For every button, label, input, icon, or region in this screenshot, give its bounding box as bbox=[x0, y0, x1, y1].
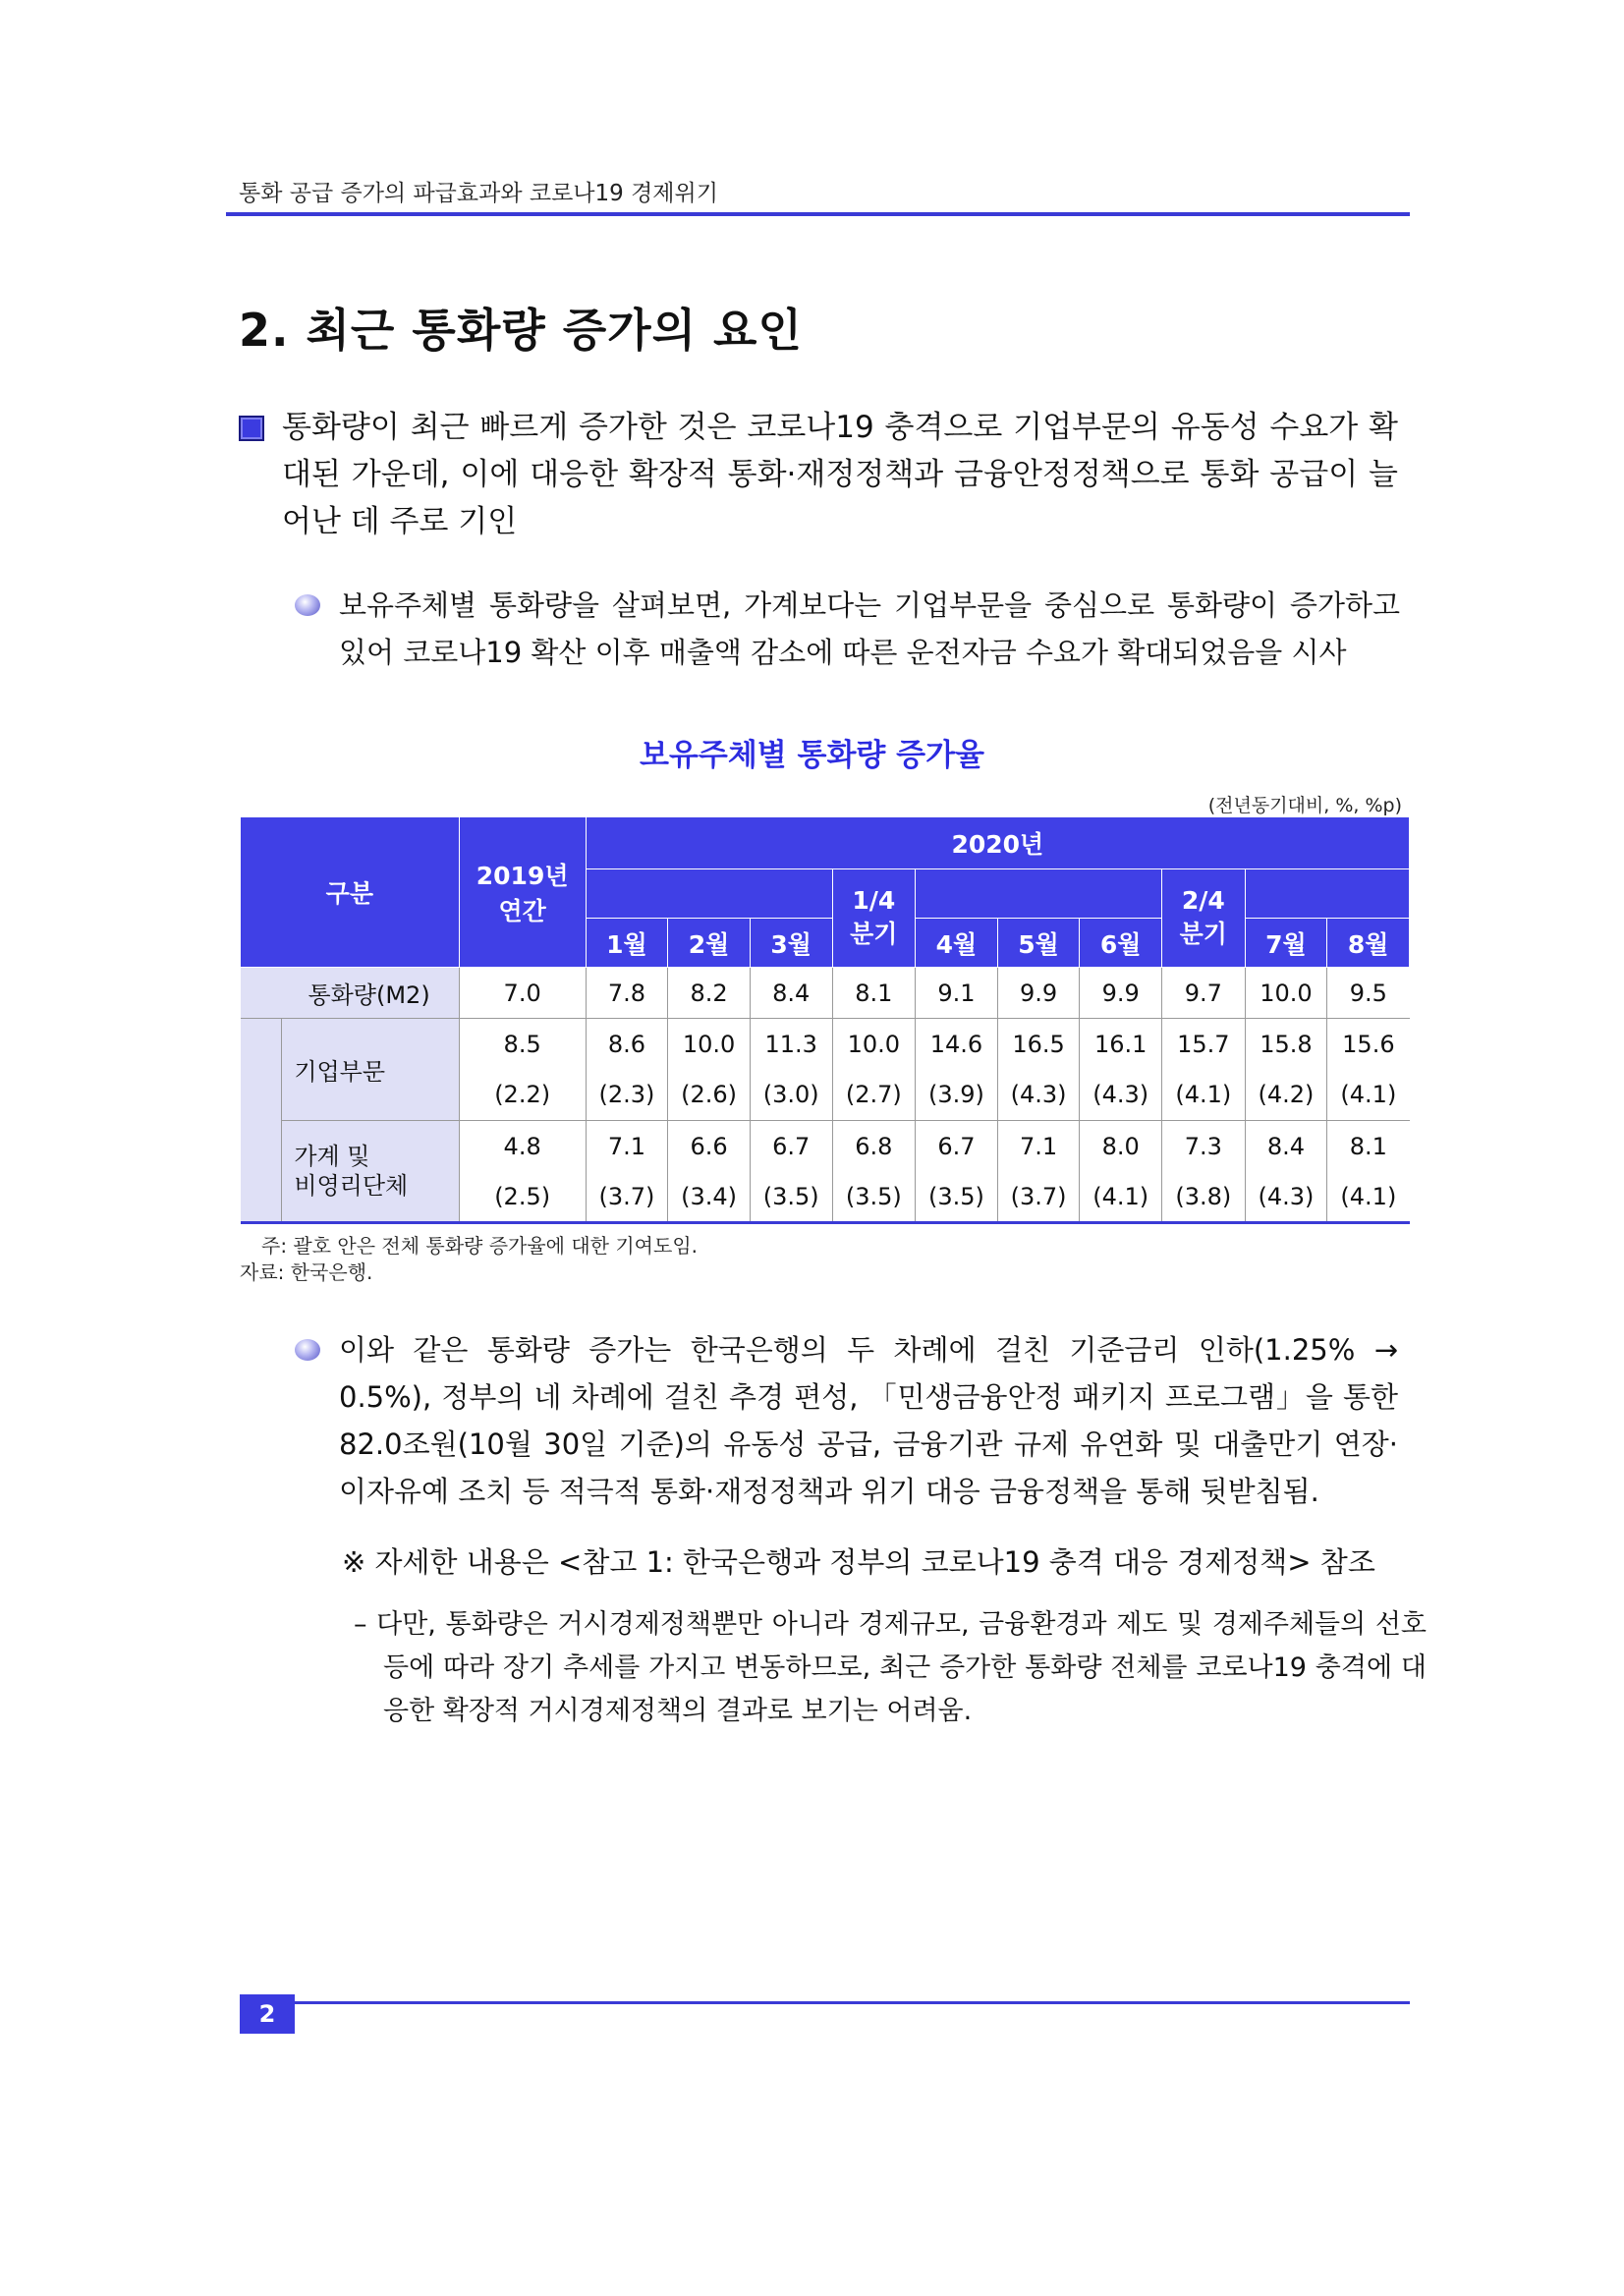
q1-group bbox=[586, 869, 832, 919]
cell: 16.5 bbox=[997, 1019, 1080, 1070]
col-q2-label: 2/4 bbox=[1181, 886, 1225, 915]
col-q2-sub: 분기 bbox=[1179, 920, 1227, 948]
cell: 9.9 bbox=[997, 968, 1080, 1019]
col-m5: 5월 bbox=[997, 919, 1080, 968]
cell: (2.2) bbox=[459, 1070, 586, 1121]
cell: 10.0 bbox=[832, 1019, 916, 1070]
cell: 7.8 bbox=[586, 968, 668, 1019]
cell: 11.3 bbox=[750, 1019, 832, 1070]
col-m8: 8월 bbox=[1327, 919, 1410, 968]
cell: 6.8 bbox=[832, 1121, 916, 1172]
col-2019-year: 2019년 bbox=[476, 862, 569, 890]
cell: (2.6) bbox=[668, 1070, 751, 1121]
cell: (4.1) bbox=[1327, 1172, 1410, 1223]
col-2020: 2020년 bbox=[586, 817, 1409, 869]
cell: 15.7 bbox=[1162, 1019, 1246, 1070]
cell: 6.7 bbox=[916, 1121, 998, 1172]
row-label bbox=[282, 1121, 459, 1223]
cell: (3.0) bbox=[750, 1070, 832, 1121]
row-label: 통화량(M2) bbox=[241, 968, 460, 1019]
cell: 14.6 bbox=[916, 1019, 998, 1070]
cell: 8.2 bbox=[668, 968, 751, 1019]
cell: (3.5) bbox=[832, 1172, 916, 1223]
col-m1: 1월 bbox=[586, 919, 668, 968]
round-bullet-icon bbox=[295, 1339, 320, 1361]
cell: (3.4) bbox=[668, 1172, 751, 1223]
col-m7: 7월 bbox=[1245, 919, 1327, 968]
cell: 8.4 bbox=[1245, 1121, 1327, 1172]
cell: 8.5 bbox=[459, 1019, 586, 1070]
cell: 8.0 bbox=[1080, 1121, 1162, 1172]
cell: 9.1 bbox=[916, 968, 998, 1019]
col-m4: 4월 bbox=[916, 919, 998, 968]
q2-group bbox=[916, 869, 1162, 919]
cell: (4.3) bbox=[1245, 1172, 1327, 1223]
col-m6: 6월 bbox=[1080, 919, 1162, 968]
round-bullet-icon bbox=[295, 594, 320, 616]
col-gubun: 구분 bbox=[241, 817, 460, 968]
col-q1 bbox=[832, 869, 916, 968]
bullet-paragraph-3: 이와 같은 통화량 증가는 한국은행의 두 차례에 걸친 기준금리 인하(1.25% → 0.5%), 정부의 네 차례에 걸친 추경 편성, 「민생금융안정 패키지 프로그램」을 통한 82.0조원(10월 30일 기준)의 유동성 공급, 금융기관 규제 유연화 및 대출만기 연장·이자유예 조치 등 적극적 통화·재정정책과 위기 대응 금융정책을 통해 뒷받침됨. bbox=[339, 1333, 1398, 1508]
running-header: 통화 공급 증가의 파급효과와 코로나19 경제위기 bbox=[239, 181, 718, 206]
cell: (4.3) bbox=[997, 1070, 1080, 1121]
cell: 7.0 bbox=[459, 968, 586, 1019]
cell: (3.9) bbox=[916, 1070, 998, 1121]
cell: 8.1 bbox=[832, 968, 916, 1019]
reference-note: ※ 자세한 내용은 <참고 1: 한국은행과 정부의 코로나19 충격 대응 경제정책> 참조 bbox=[342, 1545, 1375, 1579]
row-label-line2: 비영리단체 bbox=[294, 1172, 409, 1200]
page-number: 2 bbox=[240, 1994, 295, 2034]
square-bullet-icon bbox=[239, 416, 264, 441]
table-source: 자료: 한국은행. bbox=[240, 1260, 373, 1284]
cell: 6.6 bbox=[668, 1121, 751, 1172]
cell: 9.5 bbox=[1327, 968, 1410, 1019]
q3-group bbox=[1245, 869, 1409, 919]
cell: (4.3) bbox=[1080, 1070, 1162, 1121]
table-note: 주: 괄호 안은 전체 통화량 증가율에 대한 기여도임. bbox=[261, 1234, 698, 1258]
dash-paragraph: – 다만, 통화량은 거시경제정책뿐만 아니라 경제규모, 금융환경과 제도 및 경제주체들의 선호 등에 따라 장기 추세를 가지고 변동하므로, 최근 증가한 통화량 전체를 코로나19 충격에 대응한 확장적 거시경제정책의 결과로 보기는 어려움. bbox=[354, 1609, 1427, 1726]
cell: 10.0 bbox=[1245, 968, 1327, 1019]
row-corp-values bbox=[241, 1019, 1410, 1070]
cell: (3.7) bbox=[586, 1172, 668, 1223]
cell: (3.5) bbox=[750, 1172, 832, 1223]
col-q1-sub: 분기 bbox=[850, 920, 898, 948]
cell: 4.8 bbox=[459, 1121, 586, 1172]
header-rule bbox=[226, 212, 1410, 216]
cell: 16.1 bbox=[1080, 1019, 1162, 1070]
cell: 6.7 bbox=[750, 1121, 832, 1172]
cell: (3.7) bbox=[997, 1172, 1080, 1223]
col-m2: 2월 bbox=[668, 919, 751, 968]
footer-rule bbox=[295, 2001, 1410, 2004]
cell: (3.5) bbox=[916, 1172, 998, 1223]
section-title: 2. 최근 통화량 증가의 요인 bbox=[239, 304, 803, 357]
cell: (3.8) bbox=[1162, 1172, 1246, 1223]
cell: (2.5) bbox=[459, 1172, 586, 1223]
cell: 7.1 bbox=[997, 1121, 1080, 1172]
cell: (2.7) bbox=[832, 1070, 916, 1121]
cell: (4.1) bbox=[1327, 1070, 1410, 1121]
table-unit: (전년동기대비, %, %p) bbox=[1207, 795, 1402, 816]
cell: (4.1) bbox=[1162, 1070, 1246, 1121]
cell: 8.6 bbox=[586, 1019, 668, 1070]
row-label-line1: 가계 및 bbox=[294, 1143, 370, 1170]
table-notes bbox=[240, 1233, 698, 1286]
cell: 15.8 bbox=[1245, 1019, 1327, 1070]
cell: 10.0 bbox=[668, 1019, 751, 1070]
col-2019-sub: 연간 bbox=[498, 897, 546, 925]
money-supply-table bbox=[240, 816, 1410, 1224]
bullet-paragraph-1: 통화량이 최근 빠르게 증가한 것은 코로나19 충격으로 기업부문의 유동성 수요가 확대된 가운데, 이에 대응한 확장적 통화·재정정책과 금융안정정책으로 통화 공급이 늘어난 데 주로 기인 bbox=[282, 410, 1398, 539]
indent-cell bbox=[241, 1019, 282, 1223]
col-q1-label: 1/4 bbox=[852, 886, 896, 915]
cell: 7.3 bbox=[1162, 1121, 1246, 1172]
cell: 8.1 bbox=[1327, 1121, 1410, 1172]
table-title: 보유주체별 통화량 증가율 bbox=[640, 738, 984, 773]
cell: (4.1) bbox=[1080, 1172, 1162, 1223]
cell: 15.6 bbox=[1327, 1019, 1410, 1070]
cell: (4.2) bbox=[1245, 1070, 1327, 1121]
row-m2 bbox=[241, 968, 1410, 1019]
cell: 8.4 bbox=[750, 968, 832, 1019]
cell: 7.1 bbox=[586, 1121, 668, 1172]
bullet-paragraph-2: 보유주체별 통화량을 살펴보면, 가계보다는 기업부문을 중심으로 통화량이 증가하고 있어 코로나19 확산 이후 매출액 감소에 따른 운전자금 수요가 확대되었음을 시사 bbox=[339, 588, 1400, 669]
cell: 9.7 bbox=[1162, 968, 1246, 1019]
cell: 9.9 bbox=[1080, 968, 1162, 1019]
col-m3: 3월 bbox=[750, 919, 832, 968]
row-label: 기업부문 bbox=[282, 1019, 459, 1121]
col-2019 bbox=[459, 817, 586, 968]
col-q2 bbox=[1162, 869, 1246, 968]
row-house-values bbox=[241, 1121, 1410, 1172]
cell: (2.3) bbox=[586, 1070, 668, 1121]
